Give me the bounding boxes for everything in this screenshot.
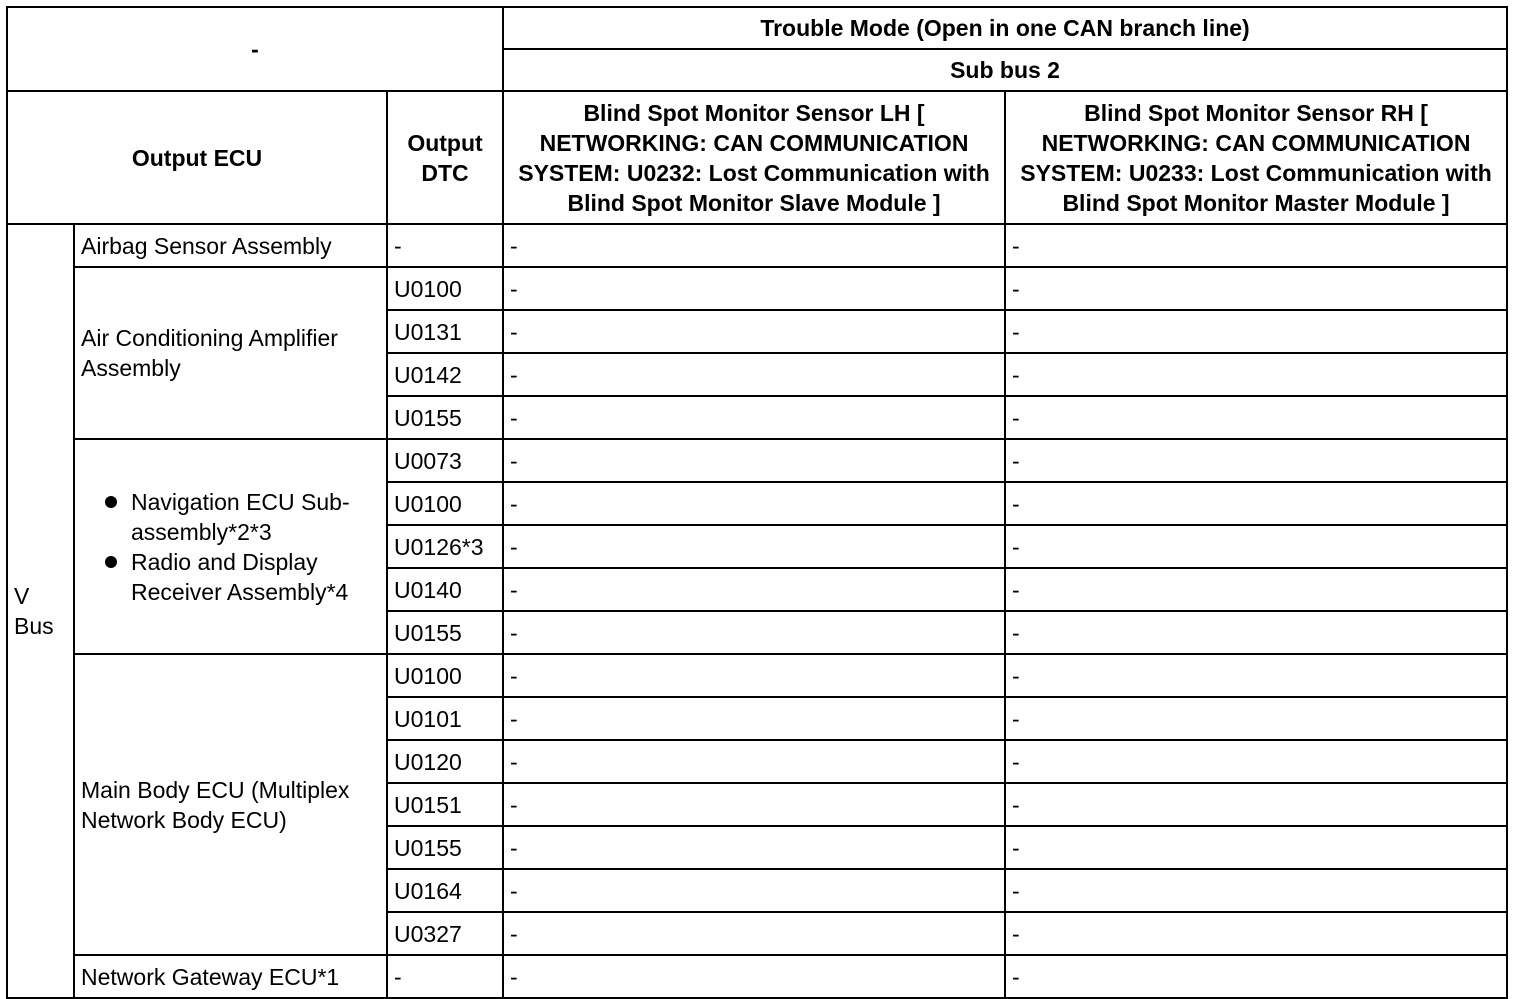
output-ecu-header: Output ECU	[7, 91, 387, 224]
nav-ecu-label: Navigation ECU Sub-assembly*2*3	[131, 488, 350, 545]
lh-cell: -	[503, 568, 1005, 611]
lh-cell: -	[503, 482, 1005, 525]
lh-cell: -	[503, 611, 1005, 654]
lh-cell: -	[503, 912, 1005, 955]
lh-cell: -	[503, 267, 1005, 310]
rh-cell: -	[1005, 568, 1507, 611]
dtc-cell: U0327	[387, 912, 503, 955]
bullet-icon	[105, 496, 117, 508]
rh-cell: -	[1005, 912, 1507, 955]
ecu-cell: Main Body ECU (Multiplex Network Body ECU)	[74, 654, 387, 955]
rh-cell: -	[1005, 353, 1507, 396]
dtc-cell: U0155	[387, 611, 503, 654]
rh-cell: -	[1005, 267, 1507, 310]
rh-cell: -	[1005, 224, 1507, 267]
rh-cell: -	[1005, 396, 1507, 439]
bullet-icon	[105, 556, 117, 568]
dtc-cell: U0100	[387, 654, 503, 697]
ecu-cell: Network Gateway ECU*1	[74, 955, 387, 998]
lh-cell: -	[503, 224, 1005, 267]
output-dtc-header: Output DTC	[387, 91, 503, 224]
dtc-cell: U0126*3	[387, 525, 503, 568]
sensor-rh-header: Blind Spot Monitor Sensor RH [ NETWORKING: CAN COMMUNICATION SYSTEM: U0233: Lost Communication with Blind Spot Monitor Master Module ]	[1005, 91, 1507, 224]
dtc-cell: U0100	[387, 482, 503, 525]
lh-cell: -	[503, 654, 1005, 697]
table-row	[7, 267, 1507, 310]
lh-cell: -	[503, 439, 1005, 482]
lh-cell: -	[503, 525, 1005, 568]
bus-cell: V Bus	[7, 224, 74, 998]
dtc-cell: -	[387, 224, 503, 267]
trouble-mode-header: Trouble Mode (Open in one CAN branch line)	[503, 7, 1507, 49]
lh-cell: -	[503, 396, 1005, 439]
dtc-cell: U0151	[387, 783, 503, 826]
ecu-cell: Airbag Sensor Assembly	[74, 224, 387, 267]
dtc-cell: U0101	[387, 697, 503, 740]
rh-cell: -	[1005, 310, 1507, 353]
rh-cell: -	[1005, 482, 1507, 525]
table-row	[7, 439, 1507, 482]
dtc-cell: U0142	[387, 353, 503, 396]
lh-cell: -	[503, 955, 1005, 998]
dtc-cell: U0100	[387, 267, 503, 310]
dtc-cell: U0140	[387, 568, 503, 611]
rh-cell: -	[1005, 955, 1507, 998]
lh-cell: -	[503, 869, 1005, 912]
lh-cell: -	[503, 826, 1005, 869]
dtc-cell: U0120	[387, 740, 503, 783]
dtc-cell: U0164	[387, 869, 503, 912]
lh-cell: -	[503, 740, 1005, 783]
rh-cell: -	[1005, 826, 1507, 869]
dtc-table	[6, 6, 1508, 999]
table-row	[7, 224, 1507, 267]
list-item	[99, 547, 380, 607]
rh-cell: -	[1005, 869, 1507, 912]
ecu-cell-nav-radio	[74, 439, 387, 654]
sub-bus-header: Sub bus 2	[503, 49, 1507, 91]
corner-cell: -	[7, 7, 503, 91]
ecu-list	[81, 487, 380, 607]
radio-receiver-label: Radio and Display Receiver Assembly*4	[131, 548, 349, 605]
rh-cell: -	[1005, 439, 1507, 482]
lh-cell: -	[503, 353, 1005, 396]
dtc-cell: U0073	[387, 439, 503, 482]
list-item	[99, 487, 380, 547]
header-row-3	[7, 91, 1507, 224]
rh-cell: -	[1005, 740, 1507, 783]
rh-cell: -	[1005, 697, 1507, 740]
dtc-cell: -	[387, 955, 503, 998]
rh-cell: -	[1005, 654, 1507, 697]
rh-cell: -	[1005, 611, 1507, 654]
dtc-cell: U0155	[387, 826, 503, 869]
lh-cell: -	[503, 697, 1005, 740]
table-row	[7, 654, 1507, 697]
lh-cell: -	[503, 783, 1005, 826]
ecu-cell: Air Conditioning Amplifier Assembly	[74, 267, 387, 439]
header-row-1	[7, 7, 1507, 49]
dtc-cell: U0155	[387, 396, 503, 439]
dtc-cell: U0131	[387, 310, 503, 353]
sensor-lh-header: Blind Spot Monitor Sensor LH [ NETWORKING: CAN COMMUNICATION SYSTEM: U0232: Lost Communication with Blind Spot Monitor Slave Module ]	[503, 91, 1005, 224]
rh-cell: -	[1005, 525, 1507, 568]
lh-cell: -	[503, 310, 1005, 353]
rh-cell: -	[1005, 783, 1507, 826]
